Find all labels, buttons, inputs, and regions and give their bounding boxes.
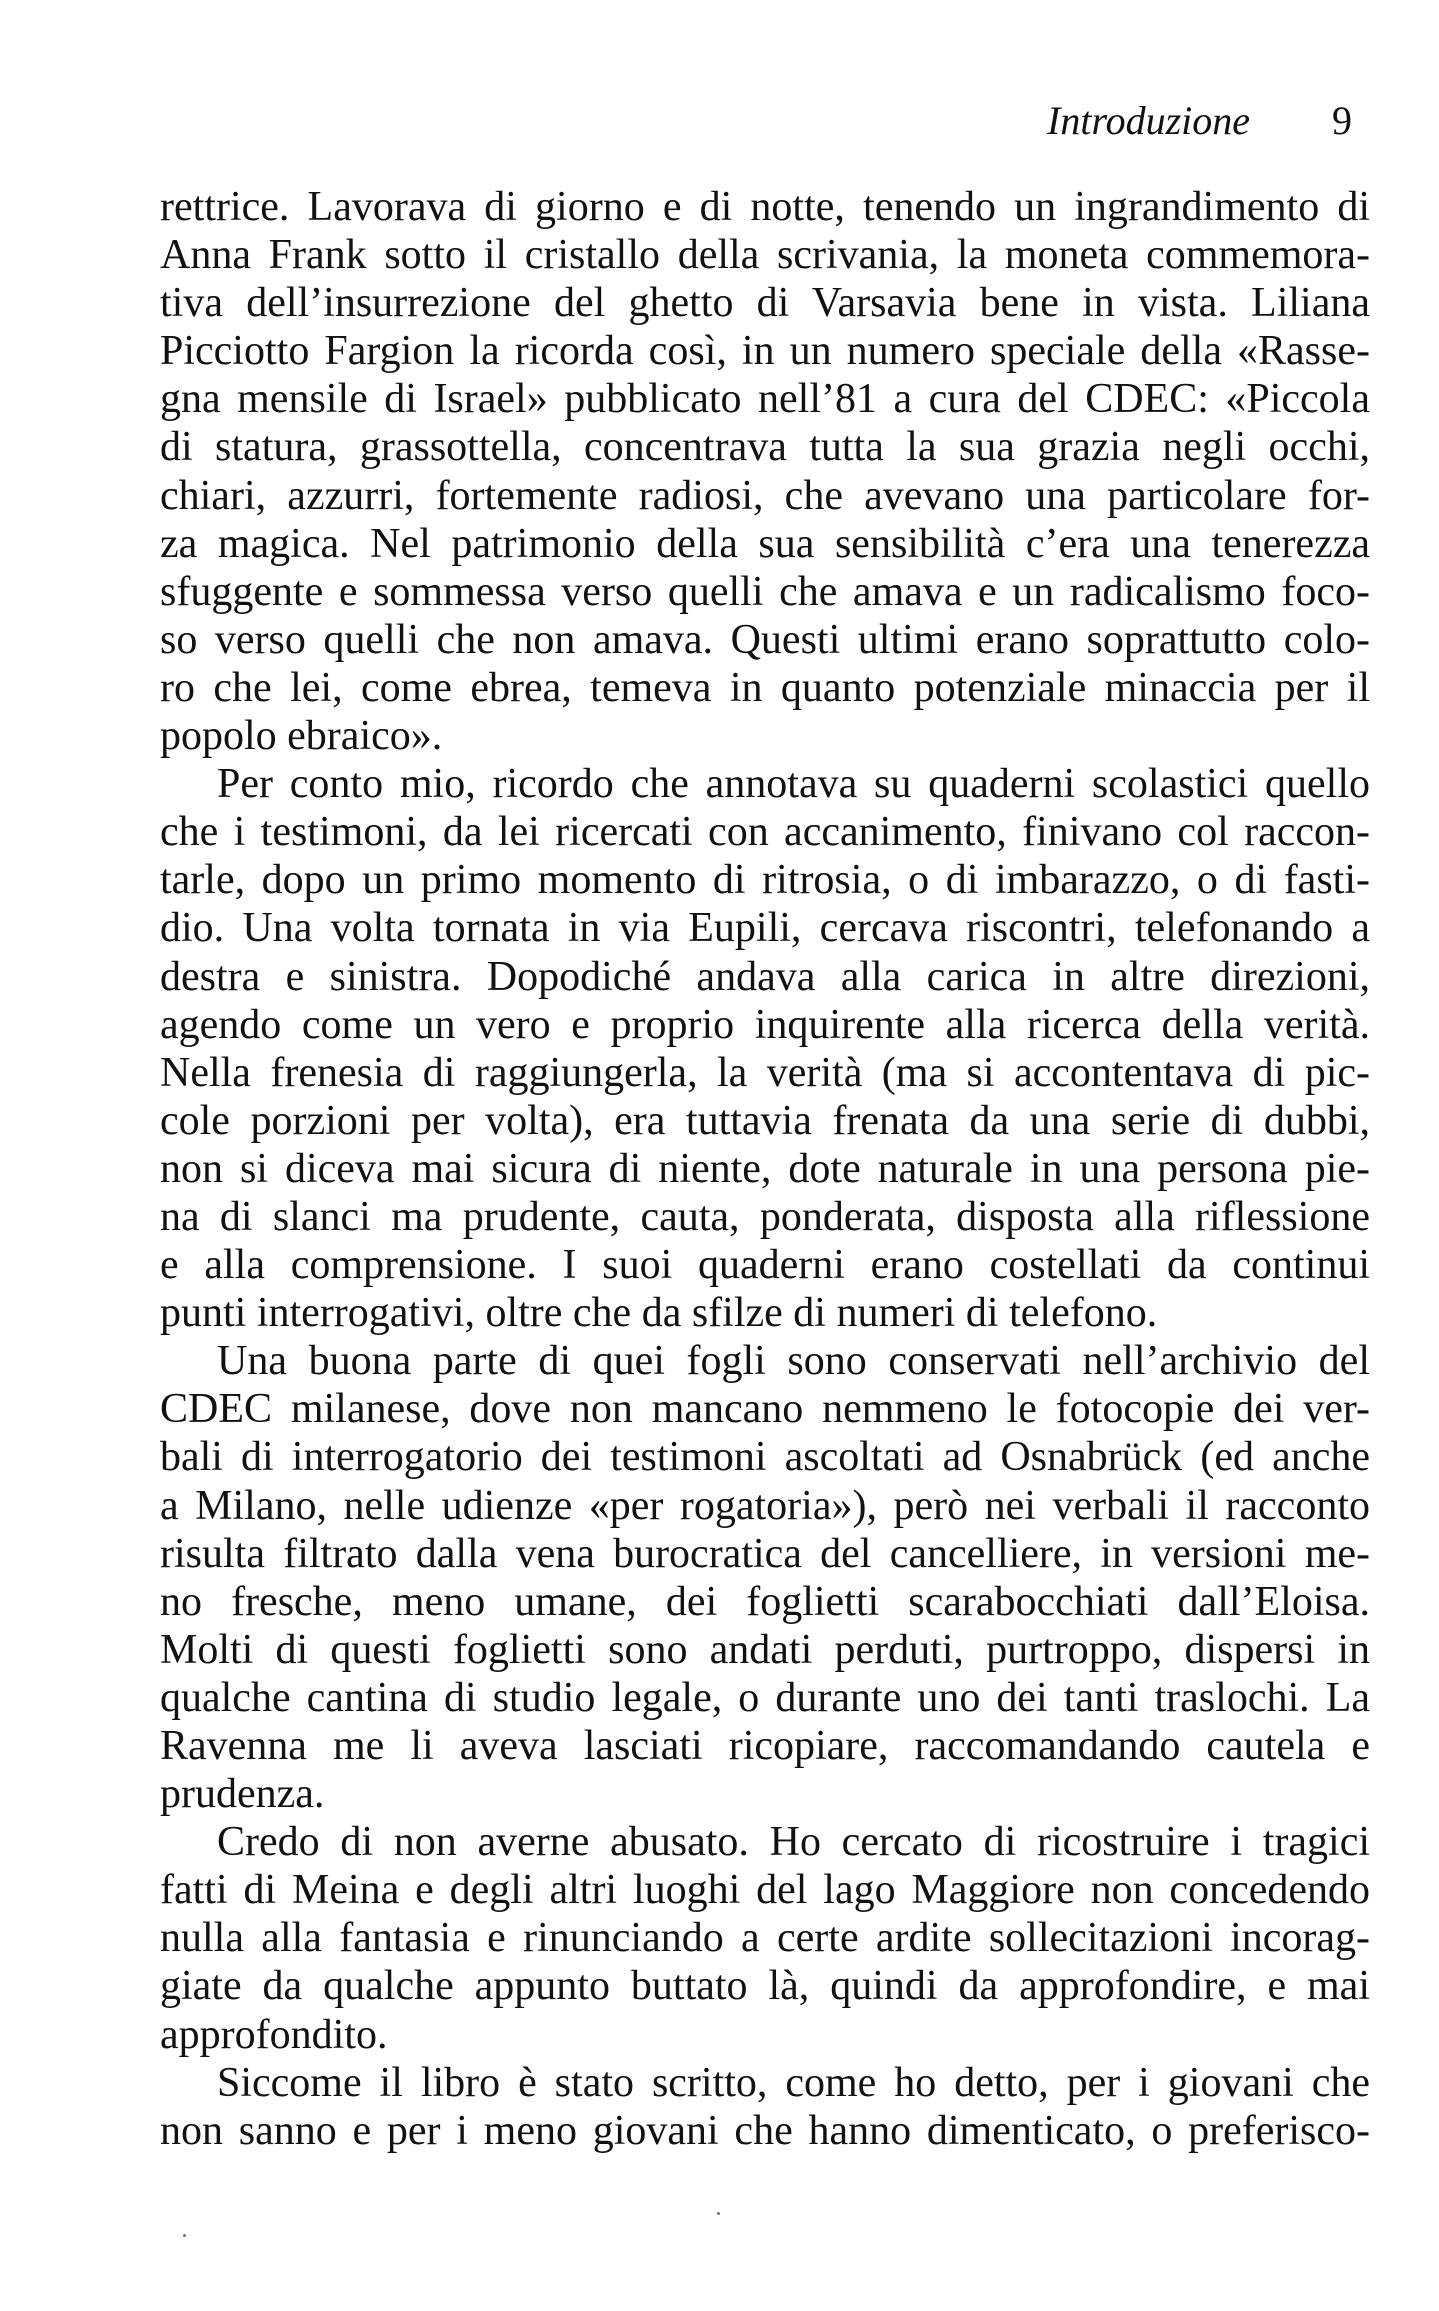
text-line: cole porzioni per volta), era tuttavia frenata da una serie di dubbi, [160, 1097, 1370, 1144]
text-line: agendo come un vero e proprio inquirente alla ricerca della verità. [160, 1001, 1370, 1048]
text-line: Anna Frank sotto il cristallo della scrivania, la moneta commemora- [160, 232, 1370, 279]
text-line: gna mensile di Israel» pubblicato nell’81 a cura del CDEC: «Piccola [160, 376, 1370, 423]
text-line: Picciotto Fargion la ricorda così, in un numero speciale della «Rasse- [160, 328, 1370, 375]
text-line: ro che lei, come ebrea, temeva in quanto potenziale minaccia per il [160, 664, 1370, 711]
text-line: prudenza. [160, 1771, 325, 1818]
text-line: so verso quelli che non amava. Questi ultimi erano soprattutto colo- [160, 616, 1370, 663]
paragraph-2 [160, 760, 1370, 1337]
text-line: Credo di non averne abusato. Ho cercato di ricostruire i tragici [217, 1819, 1370, 1866]
paragraph-3 [160, 1337, 1370, 1818]
text-line: risulta filtrato dalla vena burocratica del cancelliere, in versioni me- [160, 1530, 1370, 1577]
text-line: fatti di Meina e degli altri luoghi del lago Maggiore non concedendo [160, 1867, 1370, 1914]
paragraph-4 [160, 1818, 1370, 2058]
text-line: Nella frenesia di raggiungerla, la verità (ma si accontentava di pic- [160, 1049, 1370, 1096]
paragraph-5 [160, 2059, 1370, 2155]
text-line: popolo ebraico». [160, 713, 443, 760]
text-line: Ravenna me li aveva lasciati ricopiare, raccomandando cautela e [160, 1723, 1370, 1769]
text-line: Per conto mio, ricordo che annotava su quaderni scolastici quello [217, 761, 1370, 808]
page-number: 9 [1332, 98, 1352, 143]
text-line: e alla comprensione. I suoi quaderni erano costellati da continui [160, 1242, 1370, 1289]
text-line: punti interrogativi, oltre che da sfilze di numeri di telefono. [160, 1290, 1158, 1337]
text-line: tiva dell’insurrezione del ghetto di Varsavia bene in vista. Liliana [160, 280, 1370, 327]
text-line: giate da qualche appunto buttato là, quindi da approfondire, e mai [160, 1963, 1370, 2010]
text-line: che i testimoni, da lei ricercati con accanimento, finivano col raccon- [160, 809, 1370, 856]
text-line: bali di interrogatorio dei testimoni ascoltati ad Osnabrück (ed anche [160, 1434, 1370, 1481]
paragraph-1 [160, 183, 1370, 760]
text-line: rettrice. Lavorava di giorno e di notte, tenendo un ingrandimento di [160, 184, 1370, 230]
text-line: tarle, dopo un primo momento di ritrosia, o di imbarazzo, o di fasti- [160, 857, 1370, 904]
text-line: destra e sinistra. Dopodiché andava alla carica in altre direzioni, [160, 953, 1370, 1000]
text-line: non si diceva mai sicura di niente, dote naturale in una persona pie- [160, 1145, 1370, 1192]
text-line: qualche cantina di studio legale, o durante uno dei tanti traslochi. La [160, 1674, 1370, 1721]
text-line: a Milano, nelle udienze «per rogatoria»), però nei verbali il racconto [160, 1482, 1370, 1529]
running-head [160, 96, 1370, 156]
body-text [160, 183, 1370, 2155]
text-line: CDEC milanese, dove non mancano nemmeno le fotocopie dei ver- [160, 1386, 1370, 1433]
text-line: dio. Una volta tornata in via Eupili, cercava riscontri, telefonando a [160, 905, 1370, 952]
text-line: approfondito. [160, 2011, 388, 2058]
text-line: no fresche, meno umane, dei foglietti scarabocchiati dall’Eloisa. [160, 1578, 1370, 1625]
text-line: Molti di questi foglietti sono andati perduti, purtroppo, dispersi in [160, 1626, 1370, 1673]
scan-speck [183, 2234, 186, 2237]
text-line: sfuggente e sommessa verso quelli che amava e un radicalismo foco- [160, 568, 1370, 615]
text-line: chiari, azzurri, fortemente radiosi, che avevano una particolare for- [160, 472, 1370, 519]
text-line: nulla alla fantasia e rinunciando a certe ardite sollecitazioni incorag- [160, 1915, 1370, 1962]
text-line: Siccome il libro è stato scritto, come ho detto, per i giovani che [217, 2059, 1370, 2106]
text-line: za magica. Nel patrimonio della sua sensibilità c’era una tenerezza [160, 520, 1370, 567]
scan-speck [717, 2212, 720, 2215]
text-line: Una buona parte di quei fogli sono conservati nell’archivio del [217, 1338, 1370, 1385]
text-line: na di slanci ma prudente, cauta, ponderata, disposta alla riflessione [160, 1193, 1370, 1240]
text-line: non sanno e per i meno giovani che hanno dimenticato, o preferisco- [160, 2107, 1370, 2154]
text-line: di statura, grassottella, concentrava tutta la sua grazia negli occhi, [160, 424, 1370, 471]
running-title: Introduzione [1047, 98, 1250, 143]
